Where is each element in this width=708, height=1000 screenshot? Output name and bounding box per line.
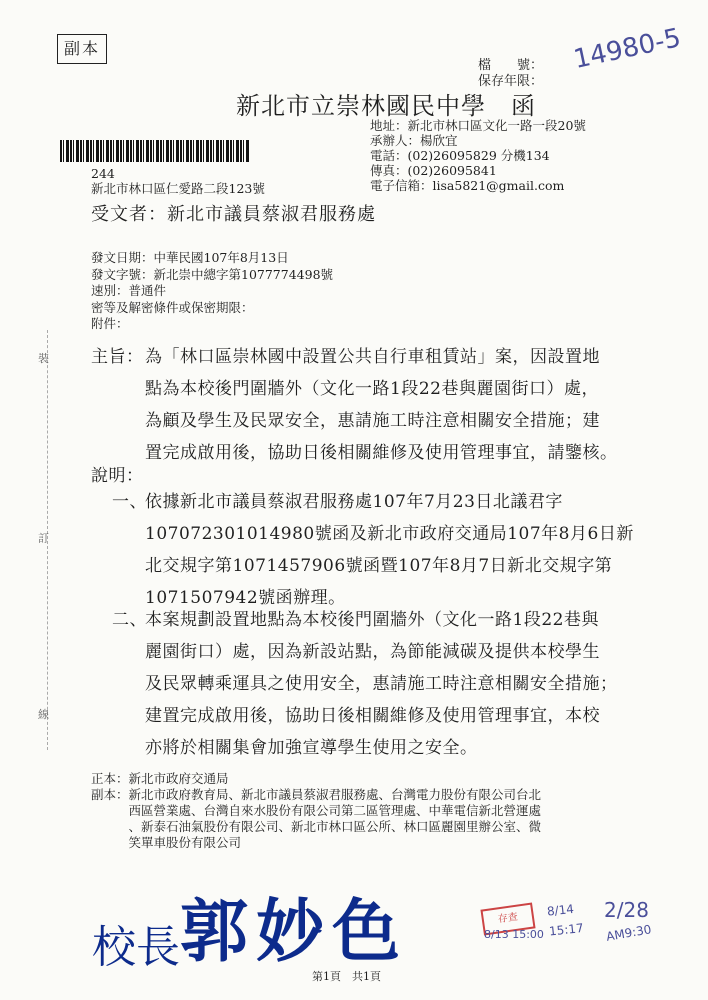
- retention-label: 保存年限：: [478, 74, 544, 89]
- principal-name: 郭妙色: [180, 893, 409, 972]
- file-number-label: 檔 號：: [478, 58, 544, 73]
- subject-line: 置完成啟用後，協助日後相關維修及使用管理事宜，請鑒核。: [145, 443, 618, 463]
- handwritten-note: 8/13 15:00: [484, 928, 544, 941]
- issue-date: 發文日期：中華民國107年8月13日: [91, 250, 289, 265]
- binding-mark: 線: [38, 708, 49, 721]
- handwritten-file-number: 14980-5: [571, 23, 684, 75]
- explanation-line: 依據新北市議員蔡淑君服務處107年7月23日北議君字: [145, 492, 563, 512]
- explanation-line: 麗園街口）處，因為新設站點，為節能減碳及提供本校學生: [145, 642, 600, 662]
- issue-info: [91, 250, 333, 333]
- issue-secrecy: 密等及解密條件或保密期限：: [91, 299, 254, 315]
- handwritten-note: 8/14 15:17: [546, 901, 585, 939]
- distribution-list: [91, 771, 541, 851]
- issue-attachment: 附件：: [91, 316, 129, 331]
- binding-mark: 裝: [38, 352, 49, 365]
- subject-body: [145, 341, 618, 469]
- binding-mark: 訂: [38, 532, 49, 545]
- principal-signature: [92, 878, 408, 975]
- archive-stamp: 存查: [480, 903, 535, 936]
- sender-info: [370, 118, 586, 193]
- subject-line: 為「林口區崇林國中設置公共自行車租賃站」案，因設置地: [145, 347, 600, 367]
- explanation-item-2: [145, 604, 618, 764]
- cc-line: 西區營業處、台灣自來水股份有限公司第二區管理處、中華電信新北營運處: [91, 803, 542, 818]
- handwritten-note: AM9:30: [605, 922, 653, 944]
- explanation-item-1: [145, 486, 634, 614]
- handwritten-note: 2/28: [604, 898, 649, 922]
- barcode: [60, 140, 250, 162]
- explanation-label: 說明：: [91, 466, 144, 486]
- sender-address: 地址：新北市林口區文化一路一段20號: [370, 118, 586, 133]
- issue-speed: 速別：普通件: [91, 283, 167, 298]
- explanation-marker: 二、: [112, 610, 147, 630]
- cc-line: 副本：新北市政府教育局、新北市議員蔡淑君服務處、台灣電力股份有限公司台北: [91, 787, 542, 802]
- sender-phone: 電話：(02)26095829 分機134: [370, 148, 550, 163]
- cc-line: 笑單車股份有限公司: [91, 835, 242, 850]
- recipient: 受文者：新北市議員蔡淑君服務處: [91, 204, 376, 225]
- main-copy: 正本：新北市政府交通局: [91, 771, 229, 786]
- sender-fax: 傳真：(02)26095841: [370, 163, 497, 178]
- explanation-line: 1071507942號函辦理。: [145, 588, 346, 608]
- explanation-line: 建置完成啟用後，協助日後相關維修及使用管理事宜，本校: [145, 706, 600, 726]
- explanation-line: 北交規字第1071457906號函暨107年8月7日新北交規字第: [145, 556, 613, 576]
- cc-line: 、新泰石油氣股份有限公司、新北市林口區公所、林口區麗園里辦公室、微: [91, 819, 542, 834]
- subject-line: 為顧及學生及民眾安全，惠請施工時注意相關安全措施；建: [145, 411, 600, 431]
- explanation-marker: 一、: [112, 492, 147, 512]
- sender-email: 電子信箱：lisa5821@gmail.com: [370, 178, 565, 193]
- issue-number: 發文字號：新北崇中總字第1077774498號: [91, 266, 334, 282]
- page-footer: 第1頁 共1頁: [312, 970, 381, 983]
- explanation-line: 本案規劃設置地點為本校後門圍牆外（文化一路1段22巷與: [145, 610, 599, 630]
- postal-code: 244: [91, 166, 115, 181]
- principal-label: 校長: [92, 922, 180, 973]
- recipient-address: 新北市林口區仁愛路二段123號: [91, 181, 265, 196]
- explanation-line: 及民眾轉乘運具之使用安全，惠請施工時注意相關安全措施；: [145, 674, 618, 694]
- explanation-line: 107072301014980號函及新北市政府交通局107年8月6日新: [145, 524, 634, 544]
- document-title: 新北市立崇林國民中學 函: [236, 92, 536, 120]
- subject-line: 點為本校後門圍牆外（文化一路1段22巷與麗園街口）處，: [145, 379, 599, 399]
- copy-label: 副本: [57, 34, 107, 64]
- subject-label: 主旨：: [91, 347, 144, 367]
- sender-contact: 承辦人：楊欣宜: [370, 133, 458, 148]
- explanation-line: 亦將於相關集會加強宣導學生使用之安全。: [145, 738, 478, 758]
